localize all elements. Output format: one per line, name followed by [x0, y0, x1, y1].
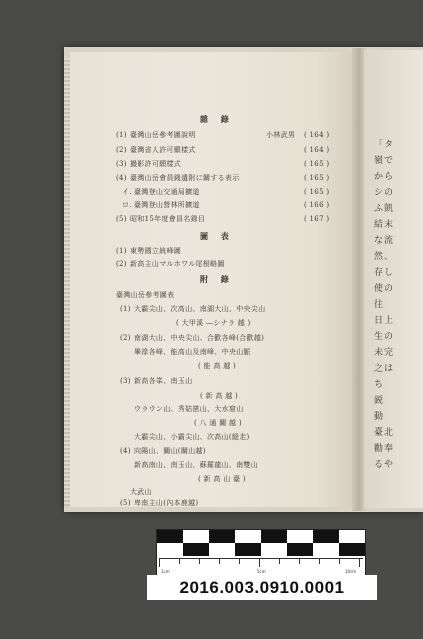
figure-num: (2): [116, 260, 127, 268]
figure-num: (1): [116, 247, 127, 255]
contents-page: ( 164 ): [304, 131, 330, 139]
contents-page: ( 165 ): [304, 174, 330, 182]
appendix-line: 南湖大山、中央尖山、合歡各峰(合歡越): [134, 334, 265, 342]
checker-pattern: [157, 530, 365, 556]
contents-page: ( 164 ): [304, 146, 330, 154]
figure-title: 新高主山マルホワル尾根略圖: [130, 260, 225, 268]
contents-page: ( 165 ): [304, 160, 330, 168]
appendix-line: 新高各峯、南玉山: [134, 377, 193, 385]
appendix-line: 大霸尖山、次高山、南湖大山、中央尖山: [134, 305, 266, 313]
right-line: 往: [374, 300, 385, 310]
appendix-line: 大武山: [130, 488, 152, 496]
section-title-figures: 圖 表: [200, 231, 234, 241]
contents-num: (4): [116, 174, 127, 182]
right-line: 未完: [374, 348, 395, 358]
contents-author: 小林武男: [266, 131, 296, 139]
right-line: シの: [374, 188, 395, 198]
right-line: 存し: [374, 268, 395, 278]
right-line: 動: [374, 412, 385, 422]
right-line: 之は: [374, 364, 395, 374]
contents-num: ロ.: [122, 201, 132, 209]
appendix-route: ( 能 高 越 ): [198, 362, 237, 370]
contents-title: 撮影許可願樣式: [130, 160, 182, 168]
right-line: 鋭: [374, 396, 385, 406]
right-line: 臺北: [374, 428, 395, 438]
section-title-misc: 雜 錄: [200, 114, 234, 124]
contents-page: ( 165 ): [304, 188, 330, 196]
appendix-num: (4): [120, 447, 131, 455]
contents-title: 昭和15年度會員名錄目: [130, 215, 206, 223]
appendix-route: ( 八 通 關 越 ): [194, 419, 242, 427]
right-line: 生の: [374, 332, 395, 342]
appendix-line: 大霸尖山、小霸尖山、次高山(縦走): [134, 433, 250, 441]
catalog-number-label: 2016.003.0910.0001: [147, 575, 377, 600]
contents-title: 臺灣登山營林所擴道: [134, 201, 200, 209]
right-line: な流: [374, 236, 395, 246]
contents-num: (2): [116, 146, 127, 154]
figure-title: 東勢國立統峰圖: [130, 247, 182, 255]
scale-ruler: [156, 529, 366, 578]
appendix-line: ウラウン山、秀姑巒山、大水窟山: [134, 405, 244, 413]
appendix-line: 畢祿各峰、能高山及南峰、中央山脈: [134, 348, 251, 356]
ruler-label: 5cm: [257, 569, 266, 574]
right-line: から: [374, 172, 395, 182]
right-line: ち: [374, 380, 385, 390]
contents-title: 臺灣山岳參考圖說明: [130, 131, 196, 139]
contents-num: (1): [116, 131, 127, 139]
right-line: 日上: [374, 316, 395, 326]
appendix-heading: 臺灣山岳參考圖表: [116, 291, 175, 299]
right-line: 結末: [374, 220, 395, 230]
contents-num: (3): [116, 160, 127, 168]
ruler-label: 10cm: [345, 569, 357, 574]
appendix-num: (3): [120, 377, 131, 385]
right-line: 然、: [374, 252, 395, 262]
contents-num: イ.: [122, 188, 132, 196]
right-line: 使の: [374, 284, 395, 294]
contents-title: 臺灣登山交通局擴道: [134, 188, 200, 196]
appendix-line: 卑南主山(內本鹿越): [134, 499, 199, 507]
right-line: 勸奉: [374, 444, 395, 454]
contents-num: (5): [116, 215, 127, 223]
ruler-label: 1cm: [161, 569, 170, 574]
section-title-appendix: 附 錄: [200, 274, 234, 284]
right-line: 「タ: [374, 140, 395, 150]
appendix-num: (2): [120, 334, 131, 342]
appendix-num: (5): [120, 499, 131, 507]
contents-page: ( 167 ): [304, 215, 330, 223]
appendix-route: ( 新 高 越 ): [200, 392, 239, 400]
appendix-route: ( 新 高 山 臺 ): [198, 475, 246, 483]
right-line: るや: [374, 460, 395, 470]
contents-page: ( 166 ): [304, 201, 330, 209]
contents-title: 臺灣山岳會員錢遺附に關する表示: [130, 174, 240, 182]
right-page: [364, 50, 423, 508]
appendix-line: 向陽山、關山(關山越): [134, 447, 206, 455]
appendix-line: 新高南山、南玉山、蘇羅龍山、南雙山: [134, 461, 259, 469]
right-line: 嶺で: [374, 156, 395, 166]
ruler-scale: [159, 558, 363, 575]
contents-title: 臺灣省人許可願樣式: [130, 146, 196, 154]
right-line: ふ凱: [374, 204, 395, 214]
appendix-route: ( 大甲溪 ―シナラ 越 ): [176, 319, 251, 327]
appendix-num: (1): [120, 305, 131, 313]
